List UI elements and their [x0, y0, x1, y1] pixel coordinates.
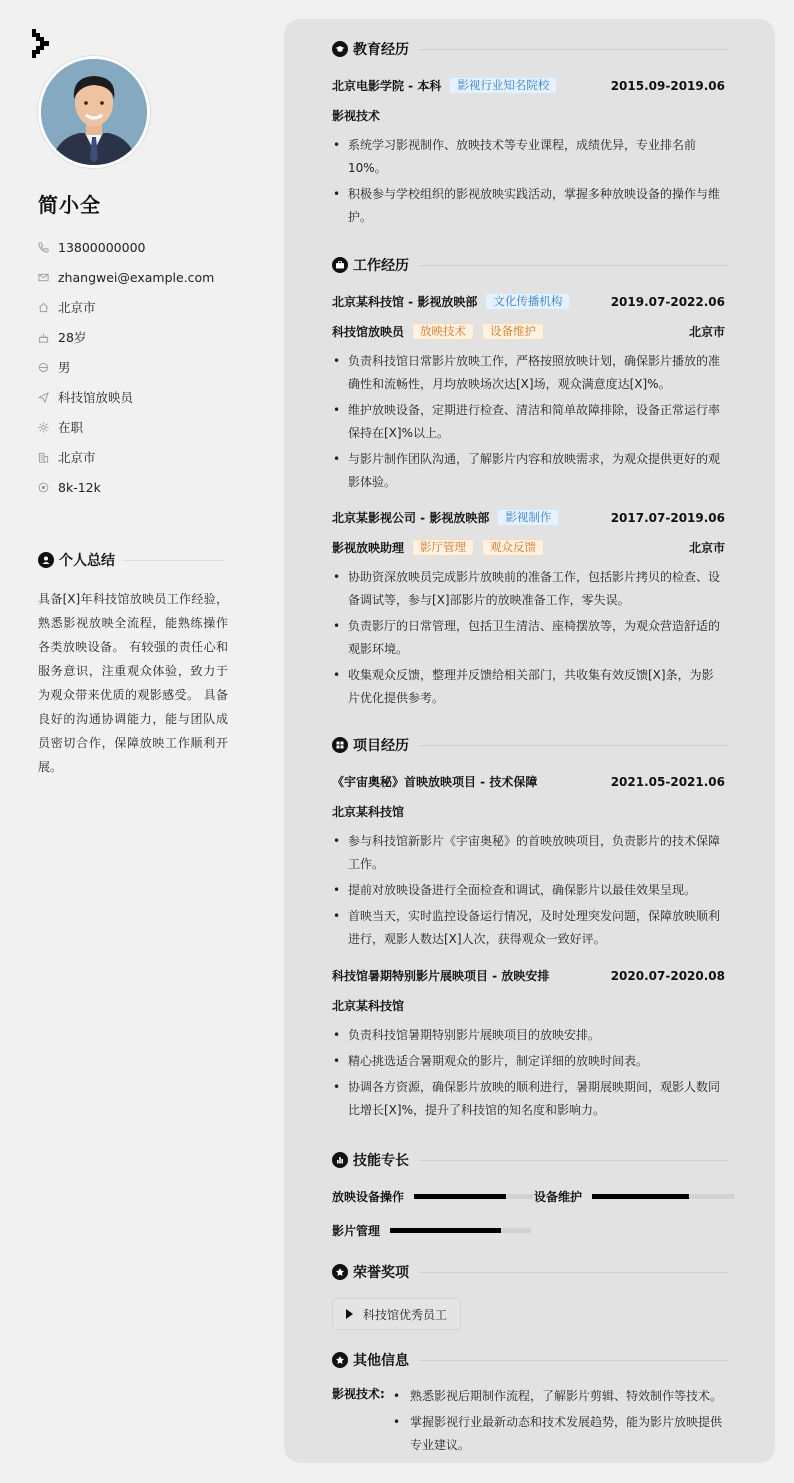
- home-icon: [38, 302, 49, 313]
- education-row: [332, 77, 725, 94]
- list-item: • 熟悉影视后期制作流程，了解影片剪辑、特效制作等技术。: [391, 1385, 726, 1408]
- star-icon: [332, 1352, 348, 1368]
- project-date: 2021.05-2021.06: [610, 774, 725, 789]
- status-icon: [38, 422, 49, 433]
- award-label: 科技馆优秀员工: [363, 1307, 448, 1322]
- job-date: 2019.07-2022.06: [610, 294, 725, 309]
- project-bullets: [332, 830, 725, 954]
- info-salary: [38, 472, 214, 502]
- bar-chart-icon: [332, 1152, 348, 1168]
- education-title: 教育经历: [353, 42, 409, 58]
- job-bullets: [332, 566, 725, 713]
- skill-bar: [390, 1228, 531, 1233]
- education-date: 2015.09-2019.06: [610, 78, 725, 93]
- mail-icon: [38, 272, 49, 283]
- award-icon: [332, 1264, 348, 1280]
- contact-info-list: [38, 232, 214, 502]
- project-org-row: [332, 997, 725, 1014]
- project-bullets: [332, 1024, 725, 1125]
- list-item: • 收集观众反馈，整理并反馈给相关部门，共收集有效反馈[X]条，为影片优化提供参考。: [332, 664, 725, 710]
- job-location: 北京市: [688, 541, 725, 555]
- project-name: 科技馆暑期特别影片展映项目 - 放映安排: [332, 969, 550, 983]
- list-item: • 系统学习影视制作、放映技术等专业课程，成绩优异，专业排名前10%。: [332, 134, 725, 180]
- job-date: 2017.07-2019.06: [610, 510, 725, 525]
- company-tag: 影视制作: [497, 509, 559, 526]
- company-name: 北京某影视公司 - 影视放映部: [332, 511, 490, 525]
- info-value: 科技馆放映员: [58, 390, 134, 405]
- list-item: • 参与科技馆新影片《宇宙奥秘》的首映放映项目，负责影片的技术保障工作。: [332, 830, 725, 876]
- skill-tag: 放映技术: [412, 323, 474, 340]
- project-org-row: [332, 803, 725, 820]
- divider: [419, 49, 728, 50]
- summary-title: 个人总结: [59, 553, 115, 569]
- company-tag: 文化传播机构: [485, 293, 570, 310]
- info-value: 28岁: [58, 330, 87, 345]
- info-age: [38, 322, 214, 352]
- info-value: 13800000000: [58, 239, 146, 255]
- divider: [419, 1272, 728, 1273]
- projects-heading: [332, 735, 728, 755]
- education-major-row: [332, 107, 725, 124]
- briefcase-icon: [332, 257, 348, 273]
- projects-title: 项目经历: [353, 738, 409, 754]
- skill-tag: 设备维护: [482, 323, 544, 340]
- education-heading: [332, 39, 728, 59]
- money-icon: [38, 482, 49, 493]
- work-heading: [332, 255, 728, 275]
- gender-icon: [38, 362, 49, 373]
- project-org: 北京某科技馆: [332, 999, 405, 1013]
- divider: [419, 1360, 728, 1361]
- project-row: [332, 773, 725, 790]
- skill-bar: [414, 1194, 533, 1199]
- profile-name: 简小全: [38, 193, 101, 217]
- award-item[interactable]: [332, 1298, 461, 1330]
- user-icon: [38, 552, 54, 568]
- school-name: 北京电影学院 - 本科: [332, 79, 442, 93]
- project-date: 2020.07-2020.08: [610, 968, 725, 983]
- info-phone: [38, 232, 214, 262]
- list-item: • 首映当天，实时监控设备运行情况，及时处理突发问题，保障放映顺利进行，观影人数达[X]人次，获得观众一致好评。: [332, 905, 725, 951]
- other-bullets: [391, 1385, 726, 1460]
- info-value: 8k-12k: [58, 479, 101, 495]
- list-item: • 掌握影视行业最新动态和技术发展趋势，能为影片放映提供专业建议。: [391, 1411, 726, 1457]
- play-icon: [346, 1309, 353, 1319]
- info-value: 北京市: [58, 450, 96, 465]
- awards-title: 荣誉奖项: [353, 1265, 409, 1281]
- job-row: [332, 509, 725, 526]
- work-title: 工作经历: [353, 258, 409, 274]
- job-role: 影视放映助理: [332, 541, 405, 555]
- divider: [419, 1160, 728, 1161]
- info-value: 男: [58, 360, 71, 375]
- list-item: • 维护放映设备，定期进行检查、清洁和简单故障排除，设备正常运行率保持在[X]%以上。: [332, 399, 725, 445]
- list-item: • 积极参与学校组织的影视放映实践活动，掌握多种放映设备的操作与维护。: [332, 183, 725, 229]
- job-role: 科技馆放映员: [332, 325, 405, 339]
- skill-name: 影片管理: [332, 1224, 381, 1238]
- skills-title: 技能专长: [353, 1153, 409, 1169]
- list-item: • 精心挑选适合暑期观众的影片，制定详细的放映时间表。: [332, 1050, 725, 1073]
- info-value: 在职: [58, 420, 84, 435]
- other-heading: [332, 1350, 728, 1370]
- send-icon: [38, 392, 49, 403]
- phone-icon: [38, 242, 49, 253]
- info-city: [38, 442, 214, 472]
- info-email: [38, 262, 214, 292]
- list-item: • 负责科技馆暑期特别影片展映项目的放映安排。: [332, 1024, 725, 1047]
- info-value: 北京市: [58, 300, 96, 315]
- avatar: [38, 56, 150, 168]
- job-role-row: [332, 539, 725, 556]
- job-location: 北京市: [688, 325, 725, 339]
- other-label: 影视技术:: [332, 1387, 385, 1401]
- divider: [419, 265, 728, 266]
- skill-tag: 影厅管理: [412, 539, 474, 556]
- education-bullets: [332, 134, 725, 232]
- list-item: • 协助资深放映员完成影片放映前的准备工作，包括影片拷贝的检查、设备调试等，参与[X]部影片的放映准备工作，零失误。: [332, 566, 725, 612]
- other-title: 其他信息: [353, 1353, 409, 1369]
- skill-item: [534, 1188, 734, 1205]
- info-home: [38, 292, 214, 322]
- skill-name: 放映设备操作: [332, 1190, 405, 1204]
- list-item: • 负责影厅的日常管理，包括卫生清洁、座椅摆放等，为观众营造舒适的观影环境。: [332, 615, 725, 661]
- project-name: 《宇宙奥秘》首映放映项目 - 技术保障: [332, 775, 538, 789]
- grid-icon: [332, 737, 348, 753]
- divider: [419, 745, 728, 746]
- project-org: 北京某科技馆: [332, 805, 405, 819]
- info-gender: [38, 352, 214, 382]
- skill-name: 设备维护: [534, 1190, 583, 1204]
- company-name: 北京某科技馆 - 影视放映部: [332, 295, 478, 309]
- info-status: [38, 412, 214, 442]
- summary-heading: [38, 550, 224, 570]
- cake-icon: [38, 332, 49, 343]
- list-item: • 与影片制作团队沟通，了解影片内容和放映需求，为观众提供更好的观影体验。: [332, 448, 725, 494]
- info-position: [38, 382, 214, 412]
- school-tag: 影视行业知名院校: [449, 77, 557, 94]
- skills-heading: [332, 1150, 728, 1170]
- list-item: • 协调各方资源，确保影片放映的顺利进行，暑期展映期间，观影人数同比增长[X]%，提升了科技馆的知名度和影响力。: [332, 1076, 725, 1122]
- job-row: [332, 293, 725, 310]
- skill-item: [332, 1222, 531, 1239]
- divider: [123, 560, 224, 561]
- summary-text: 具备[X]年科技馆放映员工作经验，熟悉影视放映全流程，能熟练操作各类放映设备。 有较强的责任心和服务意识，注重观众体验，致力于为观众带来优质的观影感受。 具备良好的沟通协调能力，能与团队成员密切合作，保障放映工作顺利开展。: [38, 592, 228, 774]
- project-row: [332, 967, 725, 984]
- skill-item: [332, 1188, 533, 1205]
- awards-heading: [332, 1262, 728, 1282]
- job-role-row: [332, 323, 725, 340]
- skill-bar-fill: [592, 1194, 689, 1199]
- skill-bar-fill: [390, 1228, 501, 1233]
- skill-tag: 观众反馈: [482, 539, 544, 556]
- list-item: • 负责科技馆日常影片放映工作，严格按照放映计划，确保影片播放的准确性和流畅性，月均放映场次达[X]场，观众满意度达[X]%。: [332, 350, 725, 396]
- major: 影视技术: [332, 109, 381, 123]
- building-icon: [38, 452, 49, 463]
- main-panel: [284, 19, 775, 1463]
- list-item: • 提前对放映设备进行全面检查和调试，确保影片以最佳效果呈现。: [332, 879, 725, 902]
- logo-icon: [32, 29, 52, 59]
- skill-bar: [592, 1194, 734, 1199]
- skill-bar-fill: [414, 1194, 506, 1199]
- info-value: zhangwei@example.com: [58, 269, 215, 285]
- job-bullets: [332, 350, 725, 497]
- graduation-cap-icon: [332, 41, 348, 57]
